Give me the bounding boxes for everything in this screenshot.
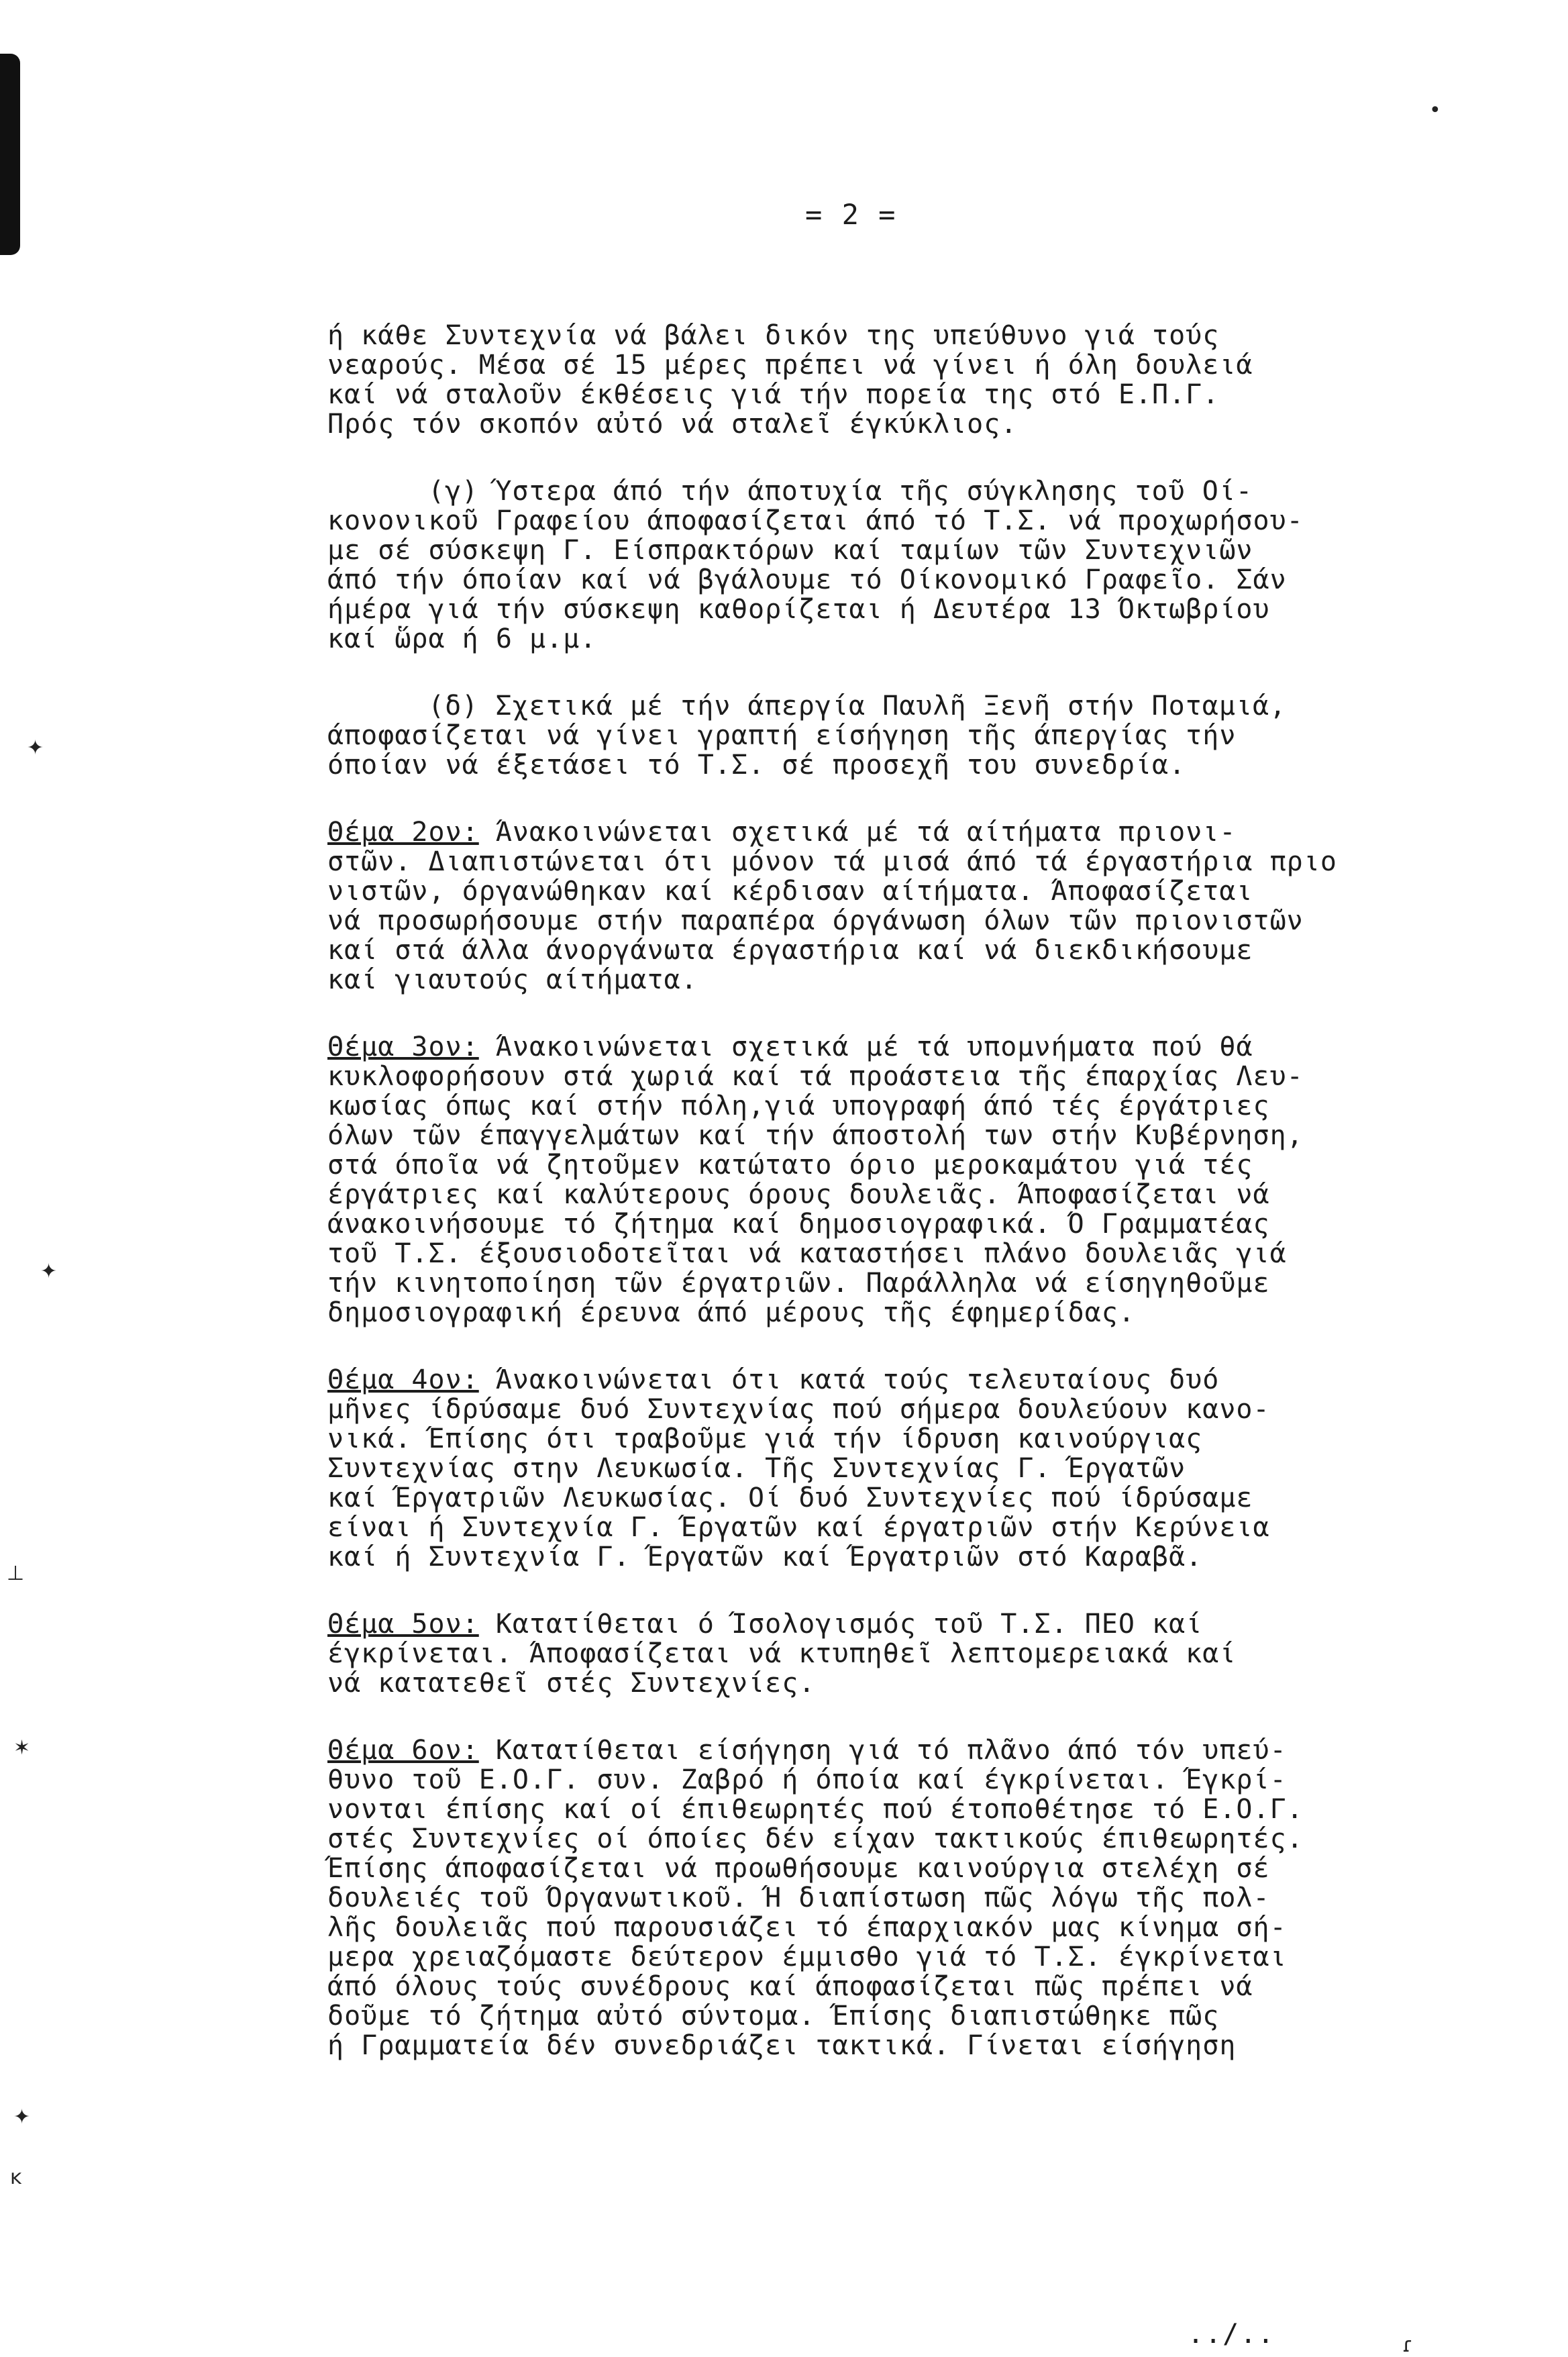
scan-speck: ✦ [27, 736, 44, 760]
paragraph-text: Άνακοινώνεται ότι κατά τούς τελευταίους δυό μῆνες ίδρύσαμε δυό Συντεχνίας πού σήμερα δουλεύουν κανο- νικά. Έπίσης ότι τραβοῦμε γιά τήν ίδρυση καινούργιας Συντεχνίας στην Λευκωσία. Τῆς Συντεχνίας Γ. Έργατῶν καί Έργατριῶν Λευκωσίας. Οί δυό Συντεχνίες πού ίδρύσαμε είναι ή Συντεχνία Γ. Έργατῶν καί έργατριῶν στήν Κερύνεια καί ή Συντεχνία Γ. Έργατῶν καί Έργατριῶν στό Καραβᾶ. [327, 1364, 1270, 1572]
paragraph [327, 477, 1549, 654]
paragraph-text: (γ) Ύστερα άπό τήν άποτυχία τῆς σύγκλησης τοῦ Οί- κονονικοῦ Γραφείου άποφασίζεται άπό τό Τ.Σ. νά προχωρήσου- με σέ σύσκεψη Γ. Είσπρακτόρων καί ταμίων τῶν Συντεχνιῶν άπό τήν όποίαν καί νά βγάλουμε τό Οίκονομικό Γραφεῖο. Σάν ήμέρα γιά τήν σύσκεψη καθορίζεται ή Δευτέρα 13 Όκτωβρίου καί ὥρα ή 6 μ.μ. [327, 476, 1304, 654]
paragraph [327, 1609, 1549, 1698]
scan-speck: ⊥ [7, 1562, 25, 1585]
scan-speck: ✦ [13, 2105, 31, 2129]
paragraph [327, 1736, 1549, 2060]
topic-heading: Θέμα 2ον: [327, 817, 479, 848]
paragraph-text: Κατατίθεται ό Ίσολογισμός τοῦ Τ.Σ. ΠΕΟ καί έγκρίνεται. Άποφασίζεται νά κτυπηθεῖ λεπτομερειακά καί νά κατατεθεῖ στές Συντεχνίες. [327, 1609, 1237, 1699]
paragraph [327, 321, 1549, 439]
topic-heading: Θέμα 4ον: [327, 1364, 479, 1395]
scan-speck: ɾ [1402, 2334, 1413, 2357]
paragraph [327, 1365, 1549, 1572]
paragraph-text: Κατατίθεται είσήγηση γιά τό πλᾶνο άπό τόν υπεύ- θυνο τοῦ Ε.Ο.Γ. συν. Ζαβρό ή όποία καί έγκρίνεται. Έγκρί- νονται έπίσης καί οί έπιθεωρητές πού έτοποθέτησε τό Ε.Ο.Γ. στές Συντεχνίες οί όποίες δέν είχαν τακτικούς έπιθεωρητές. Έπίσης άποφασίζεται νά προωθήσουμε καινούργια στελέχη σέ δουλειές τοῦ Όργανωτικοῦ. Ή διαπίστωση πῶς λόγω τῆς πολ- λῆς δουλειᾶς πού παρουσιάζει τό έπαρχιακόν μας κίνημα σή- μερα χρειαζόμαστε δεύτερον έμμισθο γιά τό Τ.Σ. έγκρίνεται άπό όλους τούς συνέδρους καί άποφασίζεται πῶς πρέπει νά δοῦμε τό ζήτημα αὐτό σύντομα. Έπίσης διαπιστώθηκε πῶς ή Γραμματεία δέν συνεδριάζει τακτικά. Γίνεται είσήγηση [327, 1735, 1304, 2061]
page-number: = 2 = [805, 198, 897, 231]
paragraph-text: ή κάθε Συντεχνία νά βάλει δικόν της υπεύθυνο γιά τούς νεαρούς. Μέσα σέ 15 μέρες πρέπει νά γίνει ή όλη δουλειά καί νά σταλοῦν έκθέσεις γιά τήν πορεία της στό Ε.Π.Γ. Πρός τόν σκοπόν αὐτό νά σταλεῖ έγκύκλιος. [327, 320, 1253, 440]
paragraph-text: (δ) Σχετικά μέ τήν άπεργία Παυλῆ Ξενῆ στήν Ποταμιά, άποφασίζεται νά γίνει γραπτή είσήγηση τῆς άπεργίας τήν όποίαν νά έξετάσει τό Τ.Σ. σέ προσεχῆ του συνεδρία. [327, 691, 1287, 781]
paragraph-text: Άνακοινώνεται σχετικά μέ τά υπομνήματα πού θά κυκλοφορήσουν στά χωριά καί τά προάστεια τῆς έπαρχίας Λευ- κωσίας όπως καί στήν πόλη,γιά υπογραφή άπό τές έργάτριες όλων τῶν έπαγγελμάτων καί τήν άποστολή των στήν Κυβέρνηση, στά όποῖα νά ζητοῦμεν κατώτατο όριο μεροκαμάτου γιά τές έργάτριες καί καλύτερους όρους δουλειᾶς. Άποφασίζεται νά άνακοινήσουμε τό ζήτημα καί δημοσιογραφικά. Ό Γραμματέας τοῦ Τ.Σ. έξουσιοδοτεῖται νά καταστήσει πλάνο δουλειᾶς γιά τήν κινητοποίηση τῶν έργατριῶν. Παράλληλα νά είσηγηθοῦμε δημοσιογραφική έρευνα άπό μέρους τῆς έφημερίδας. [327, 1032, 1304, 1328]
topic-heading: Θέμα 5ον: [327, 1609, 479, 1640]
scan-binding-edge [0, 54, 20, 255]
paragraph [327, 1032, 1549, 1327]
continuation-mark: ../.. [1188, 2319, 1275, 2350]
topic-heading: Θέμα 3ον: [327, 1032, 479, 1062]
paragraph-text: Άνακοινώνεται σχετικά μέ τά αίτήματα πριονι- στῶν. Διαπιστώνεται ότι μόνον τά μισά άπό τά έργαστήρια πριο νιστῶν, όργανώθηκαν καί κέρδισαν αίτήματα. Άποφασίζεται νά προσωρήσουμε στήν παραπέρα όργάνωση όλων τῶν πριονιστῶν καί στά άλλα άνοργάνωτα έργαστήρια καί νά διεκδικήσουμε καί γιαυτούς αίτήματα. [327, 817, 1337, 995]
scan-speck: ĸ [10, 2166, 22, 2189]
paragraph [327, 817, 1549, 995]
paragraph [327, 691, 1549, 780]
document-body [327, 321, 1549, 2098]
topic-heading: Θέμα 6ον: [327, 1735, 479, 1766]
scan-speck: • [1429, 99, 1441, 122]
scan-speck: ✦ [40, 1260, 58, 1283]
scan-speck: ✶ [13, 1736, 31, 1760]
